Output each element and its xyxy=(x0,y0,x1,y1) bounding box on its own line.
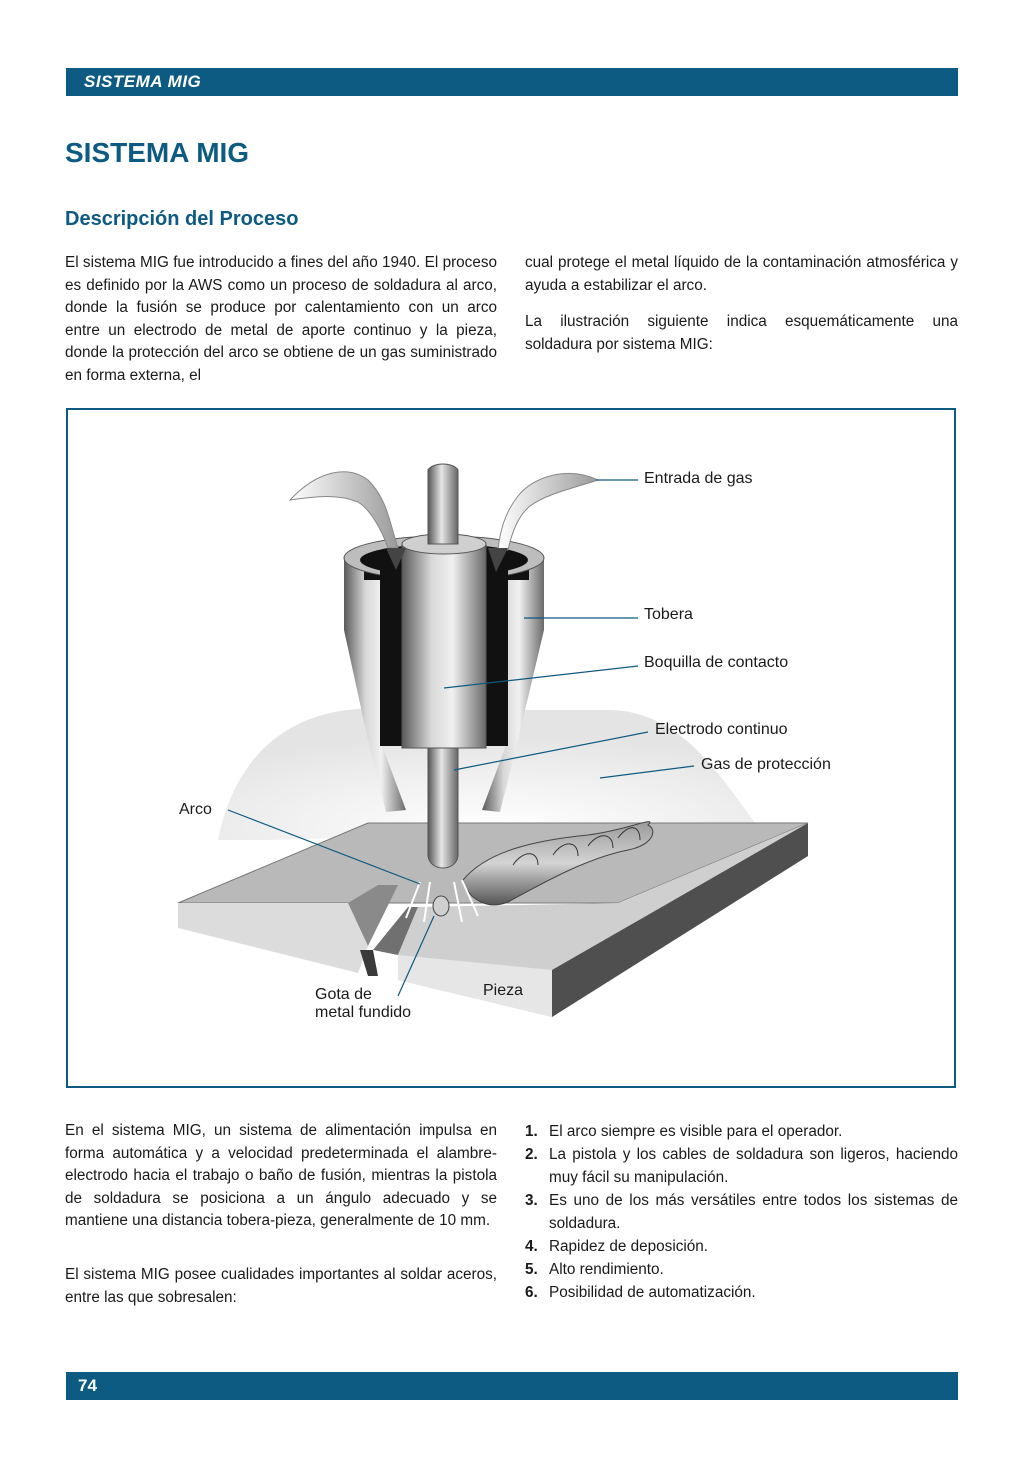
label-gas-inlet: Entrada de gas xyxy=(644,470,753,487)
label-electrode: Electrodo continuo xyxy=(655,721,788,738)
section-title: Descripción del Proceso xyxy=(65,208,299,230)
label-shielding-gas: Gas de protección xyxy=(701,756,831,773)
list-item: 2. La pistola y los cables de soldadura son ligeros, haciendo muy fácil su manipulación. xyxy=(525,1146,958,1186)
intro-left-paragraph: El sistema MIG fue introducido a fines del año 1940. El proceso es definido por la AWS como un proceso de soldadura al arco, donde la fusión se produce por calentamiento con un arco entre un electrodo de metal de aporte continuo y la pieza, donde la protección del arco se obtiene de un gas suministrado en forma externa, el xyxy=(65,254,497,384)
footer-bar xyxy=(66,1372,958,1400)
list-item: 5. Alto rendimiento. xyxy=(525,1261,664,1278)
intro-right-paragraph-2: La ilustración siguiente indica esquemáticamente una soldadura por sistema MIG: xyxy=(525,313,958,353)
label-droplet xyxy=(315,986,411,1022)
mig-figure xyxy=(66,408,956,1088)
label-droplet-line2: metal fundido xyxy=(315,1004,412,1021)
list-item: 6. Posibilidad de automatización. xyxy=(525,1284,756,1301)
label-workpiece: Pieza xyxy=(483,982,524,999)
molten-droplet xyxy=(433,896,449,916)
page-title: SISTEMA MIG xyxy=(65,137,250,168)
label-droplet-line1: Gota de xyxy=(315,986,372,1003)
label-arc: Arco xyxy=(179,801,212,818)
list-item: 4. Rapidez de deposición. xyxy=(525,1238,709,1255)
list-item: 1. El arco siempre es visible para el operador. xyxy=(525,1123,843,1140)
header-bar xyxy=(66,68,958,96)
body-left-paragraph-1: En el sistema MIG, un sistema de alimentación impulsa en forma automática y a velocidad predeterminada el alambre-electrodo hacia el trabajo o baño de fusión, mientras la pistola de soldadura se posiciona a un ángulo adecuado y se mantiene una distancia tobera-pieza, generalmente de 10 mm. xyxy=(65,1122,497,1229)
body-left-paragraph-2: El sistema MIG posee cualidades importantes al soldar aceros, entre las que sobresalen: xyxy=(65,1266,497,1306)
label-contact-tip: Boquilla de contacto xyxy=(644,654,789,671)
list-item: 3. Es uno de los más versátiles entre todos los sistemas de soldadura. xyxy=(525,1192,958,1232)
qualities-list xyxy=(525,1120,958,1304)
contact-tip xyxy=(402,534,486,748)
page-number: 74 xyxy=(78,1376,97,1395)
running-title: SISTEMA MIG xyxy=(84,72,202,91)
label-nozzle: Tobera xyxy=(644,606,693,623)
intro-right-paragraph-1: cual protege el metal líquido de la contaminación atmosférica y ayuda a estabilizar el arco. xyxy=(525,254,958,294)
